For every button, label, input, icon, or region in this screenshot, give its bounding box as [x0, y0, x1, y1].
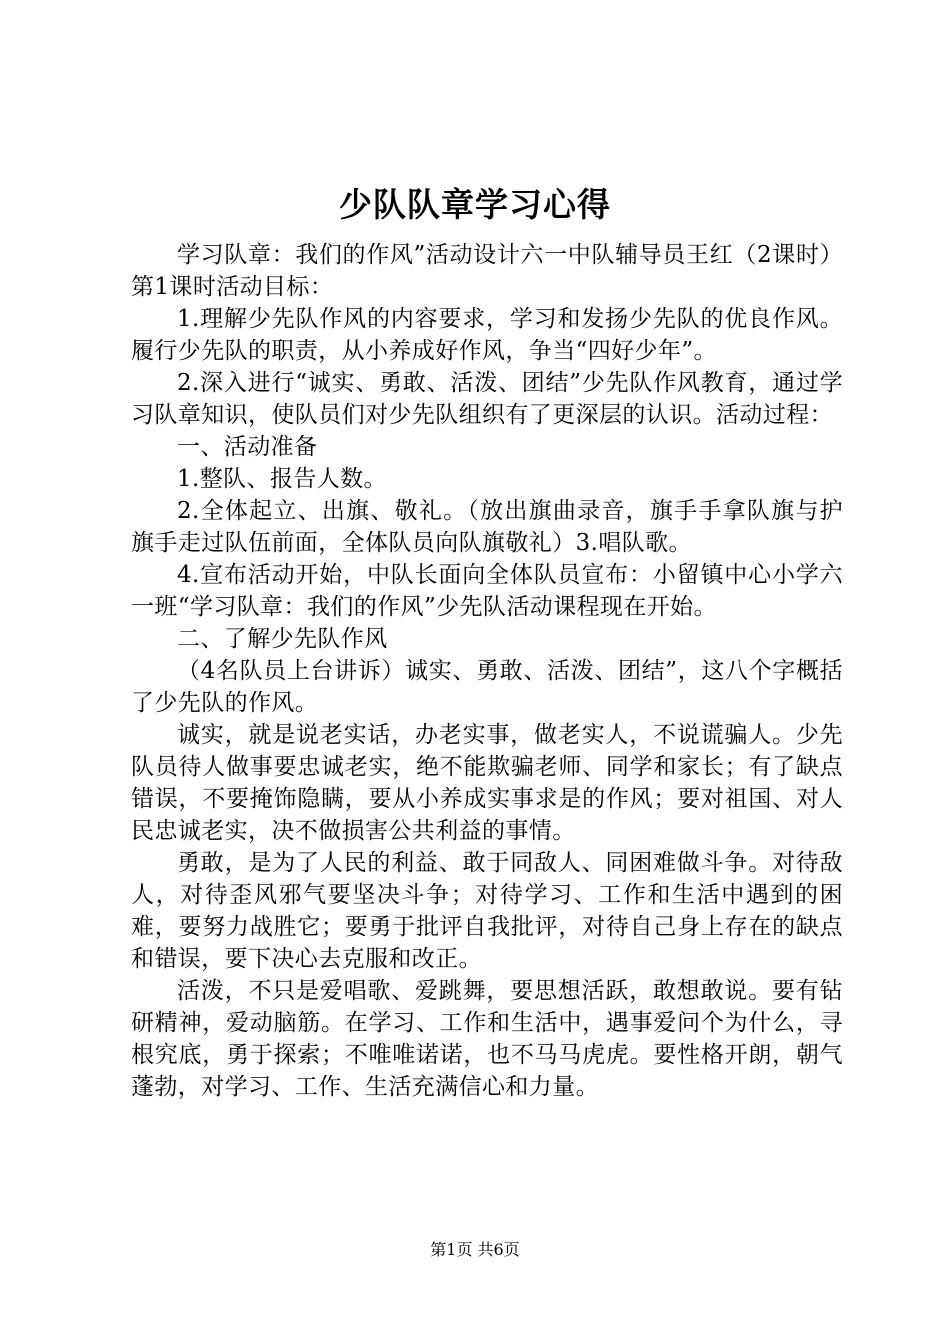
paragraph: 诚实，就是说老实话，办老实事，做老实人，不说谎骗人。少先队员待人做事要忠诚老实，绝不能欺骗老师、同学和家长；有了缺点错误，不要掩饰隐瞒，要从小养成实事求是的作风；要对祖国、对人民忠诚老实，决不做损害公共利益的事情。 — [131, 722, 843, 844]
paragraph: 2.全体起立、出旗、敬礼。（放出旗曲录音，旗手手拿队旗与护旗手走过队伍前面，全体队员向队旗敬礼）3.唱队歌。 — [131, 498, 843, 556]
document-body — [131, 239, 843, 1103]
paragraph: 1.整队、报告人数。 — [177, 466, 387, 492]
paragraph: 勇敢，是为了人民的利益、敢于同敌人、同困难做斗争。对待敌人，对待歪风邪气要坚决斗争；对待学习、工作和生活中遇到的困难，要努力战胜它；要勇于批评自我批评，对待自己身上存在的缺点和错误，要下决心去克服和改正。 — [131, 850, 843, 972]
paragraph: 学习队章：我们的作风”活动设计六一中队辅导员王红（2课时）第1课时活动目标： — [131, 242, 843, 300]
paragraph: 2.深入进行“诚实、勇敢、活泼、团结”少先队作风教育，通过学习队章知识，使队员们对少先队组织有了更深层的认识。活动过程： — [131, 370, 843, 428]
paragraph: （4名队员上台讲诉）诚实、勇敢、活泼、团结”，这八个字概括了少先队的作风。 — [131, 658, 843, 716]
paragraph: 活泼，不只是爱唱歌、爱跳舞，要思想活跃，敢想敢说。要有钻研精神，爱动脑筋。在学习、工作和生活中，遇事爱问个为什么，寻根究底，勇于探索；不唯唯诺诺，也不马马虎虎。要性格开朗，朝气蓬勃，对学习、工作、生活充满信心和力量。 — [131, 978, 843, 1100]
page-footer: 第1页 共6页 — [430, 1240, 520, 1259]
paragraph: 1.理解少先队作风的内容要求，学习和发扬少先队的优良作风。履行少先队的职责，从小养成好作风，争当“四好少年”。 — [131, 306, 843, 364]
document-title: 少队队章学习心得 — [339, 185, 611, 224]
section-heading: 二、了解少先队作风 — [177, 626, 388, 652]
paragraph: 4.宣布活动开始，中队长面向全体队员宣布：小留镇中心小学六一班“学习队章：我们的作风”少先队活动课程现在开始。 — [131, 562, 843, 620]
section-heading: 一、活动准备 — [177, 434, 318, 460]
